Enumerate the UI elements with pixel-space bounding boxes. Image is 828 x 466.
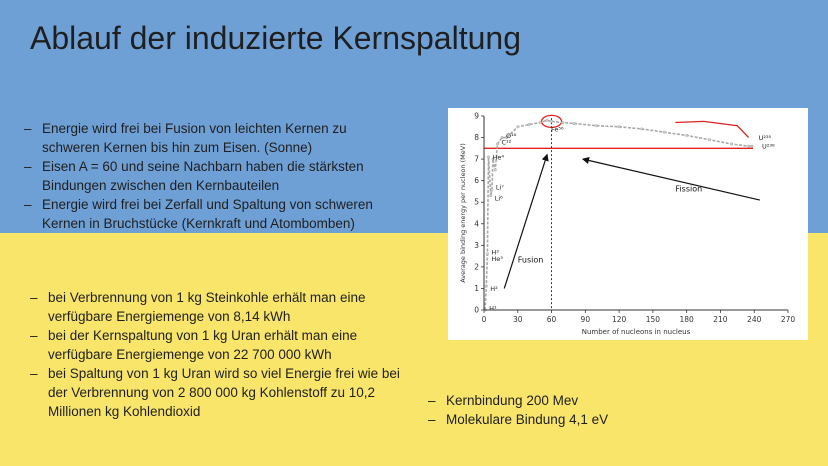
bullet-item: – Kernbindung 200 Mev bbox=[424, 391, 804, 410]
y-tick-label: 3 bbox=[474, 240, 479, 250]
point-label: U²³⁸ bbox=[761, 142, 775, 151]
x-tick-label: 30 bbox=[513, 315, 523, 324]
data-point bbox=[546, 119, 549, 122]
y-axis-label: Average binding energy per nucleon (MeV) bbox=[459, 143, 467, 283]
point-label: He⁴ bbox=[492, 153, 505, 162]
slide-title: Ablauf der induzierte Kernspaltung bbox=[30, 20, 521, 56]
bullet-item: – bei Spaltung von 1 kg Uran wird so viel Energie frei wie bei der Verbrennung von 2 800 000 kg Kohlenstoff zu 10,2 Millionen kg Kohlendioxid bbox=[26, 364, 406, 421]
bullet-list-bottom bbox=[424, 391, 804, 429]
bullet-item: – Energie wird frei bei Zerfall und Spaltung von schweren Kernen in Bruchstücke (Kernkraft und Atombomben) bbox=[20, 195, 400, 233]
y-tick-label: 1 bbox=[474, 283, 479, 293]
point-label: H² bbox=[490, 284, 498, 293]
point-label: O¹⁶ bbox=[506, 131, 517, 140]
point-label: H¹ bbox=[489, 304, 497, 313]
y-tick-label: 2 bbox=[474, 262, 479, 272]
x-tick-label: 270 bbox=[780, 315, 796, 324]
x-tick-label: 0 bbox=[481, 315, 487, 324]
point-label: C¹² bbox=[501, 138, 512, 147]
data-point bbox=[685, 134, 688, 137]
bullet-item: – bei der Kernspaltung von 1 kg Uran erhält man eine verfügbare Energiemenge von 22 700 000 kWh bbox=[26, 326, 406, 364]
data-point bbox=[516, 125, 519, 128]
data-point bbox=[751, 145, 754, 148]
x-tick-label: 90 bbox=[580, 315, 591, 324]
x-axis-label: Number of nucleons in nucleus bbox=[581, 328, 691, 336]
point-label: He³ bbox=[491, 254, 503, 263]
data-point bbox=[730, 143, 733, 146]
point-label: U²³⁵ bbox=[758, 134, 772, 143]
y-tick-label: 4 bbox=[474, 219, 479, 229]
data-point bbox=[494, 169, 497, 172]
y-tick-label: 0 bbox=[474, 305, 479, 315]
point-label: Li⁶ bbox=[494, 194, 503, 203]
x-tick-label: 120 bbox=[611, 315, 627, 324]
data-point bbox=[486, 253, 489, 256]
data-point bbox=[708, 138, 711, 141]
data-point bbox=[489, 194, 492, 197]
x-tick-label: 150 bbox=[645, 315, 661, 324]
data-point bbox=[640, 128, 643, 131]
x-tick-label: 240 bbox=[747, 315, 762, 324]
binding-energy-chart bbox=[448, 108, 808, 340]
y-tick-label: 6 bbox=[474, 176, 479, 186]
data-point bbox=[595, 124, 598, 127]
data-point bbox=[747, 145, 750, 148]
data-point bbox=[663, 131, 666, 134]
x-tick-label: 180 bbox=[679, 315, 694, 324]
y-tick-label: 8 bbox=[474, 133, 479, 143]
bullet-item: – Eisen A = 60 und seine Nachbarn haben die stärksten Bindungen zwischen den Kernbauteilen bbox=[20, 157, 400, 195]
bullet-item: – Molekulare Bindung 4,1 eV bbox=[424, 410, 804, 429]
point-label: Li⁷ bbox=[495, 183, 504, 192]
y-tick-label: 7 bbox=[474, 154, 479, 164]
data-point bbox=[528, 123, 531, 126]
data-point bbox=[618, 125, 621, 128]
bullet-item: – bei Verbrennung von 1 kg Steinkohle erhält man eine verfügbare Energiemenge von 8,14 kWh bbox=[26, 288, 406, 326]
y-tick-label: 9 bbox=[474, 111, 479, 121]
data-point bbox=[573, 122, 576, 125]
y-tick-label: 5 bbox=[474, 197, 479, 207]
annotation-text: Fission bbox=[675, 184, 703, 194]
data-point bbox=[491, 188, 494, 191]
x-tick-label: 210 bbox=[713, 315, 728, 324]
bullet-item: – Energie wird frei bei Fusion von leichten Kernen zu schweren Kernen bis hin zum Eisen. (Sonne) bbox=[20, 119, 400, 157]
annotation-text: Fusion bbox=[517, 255, 544, 265]
bullet-list-top bbox=[20, 119, 400, 233]
data-point bbox=[487, 156, 490, 159]
data-point bbox=[550, 120, 553, 123]
data-point bbox=[485, 285, 488, 288]
bullet-list-middle bbox=[26, 288, 406, 421]
data-point bbox=[496, 143, 499, 146]
data-point bbox=[562, 121, 565, 124]
x-tick-label: 60 bbox=[546, 315, 557, 324]
point-label: Fe⁵⁶ bbox=[551, 125, 564, 134]
data-point bbox=[539, 121, 542, 124]
point-label: H³ bbox=[491, 248, 499, 257]
